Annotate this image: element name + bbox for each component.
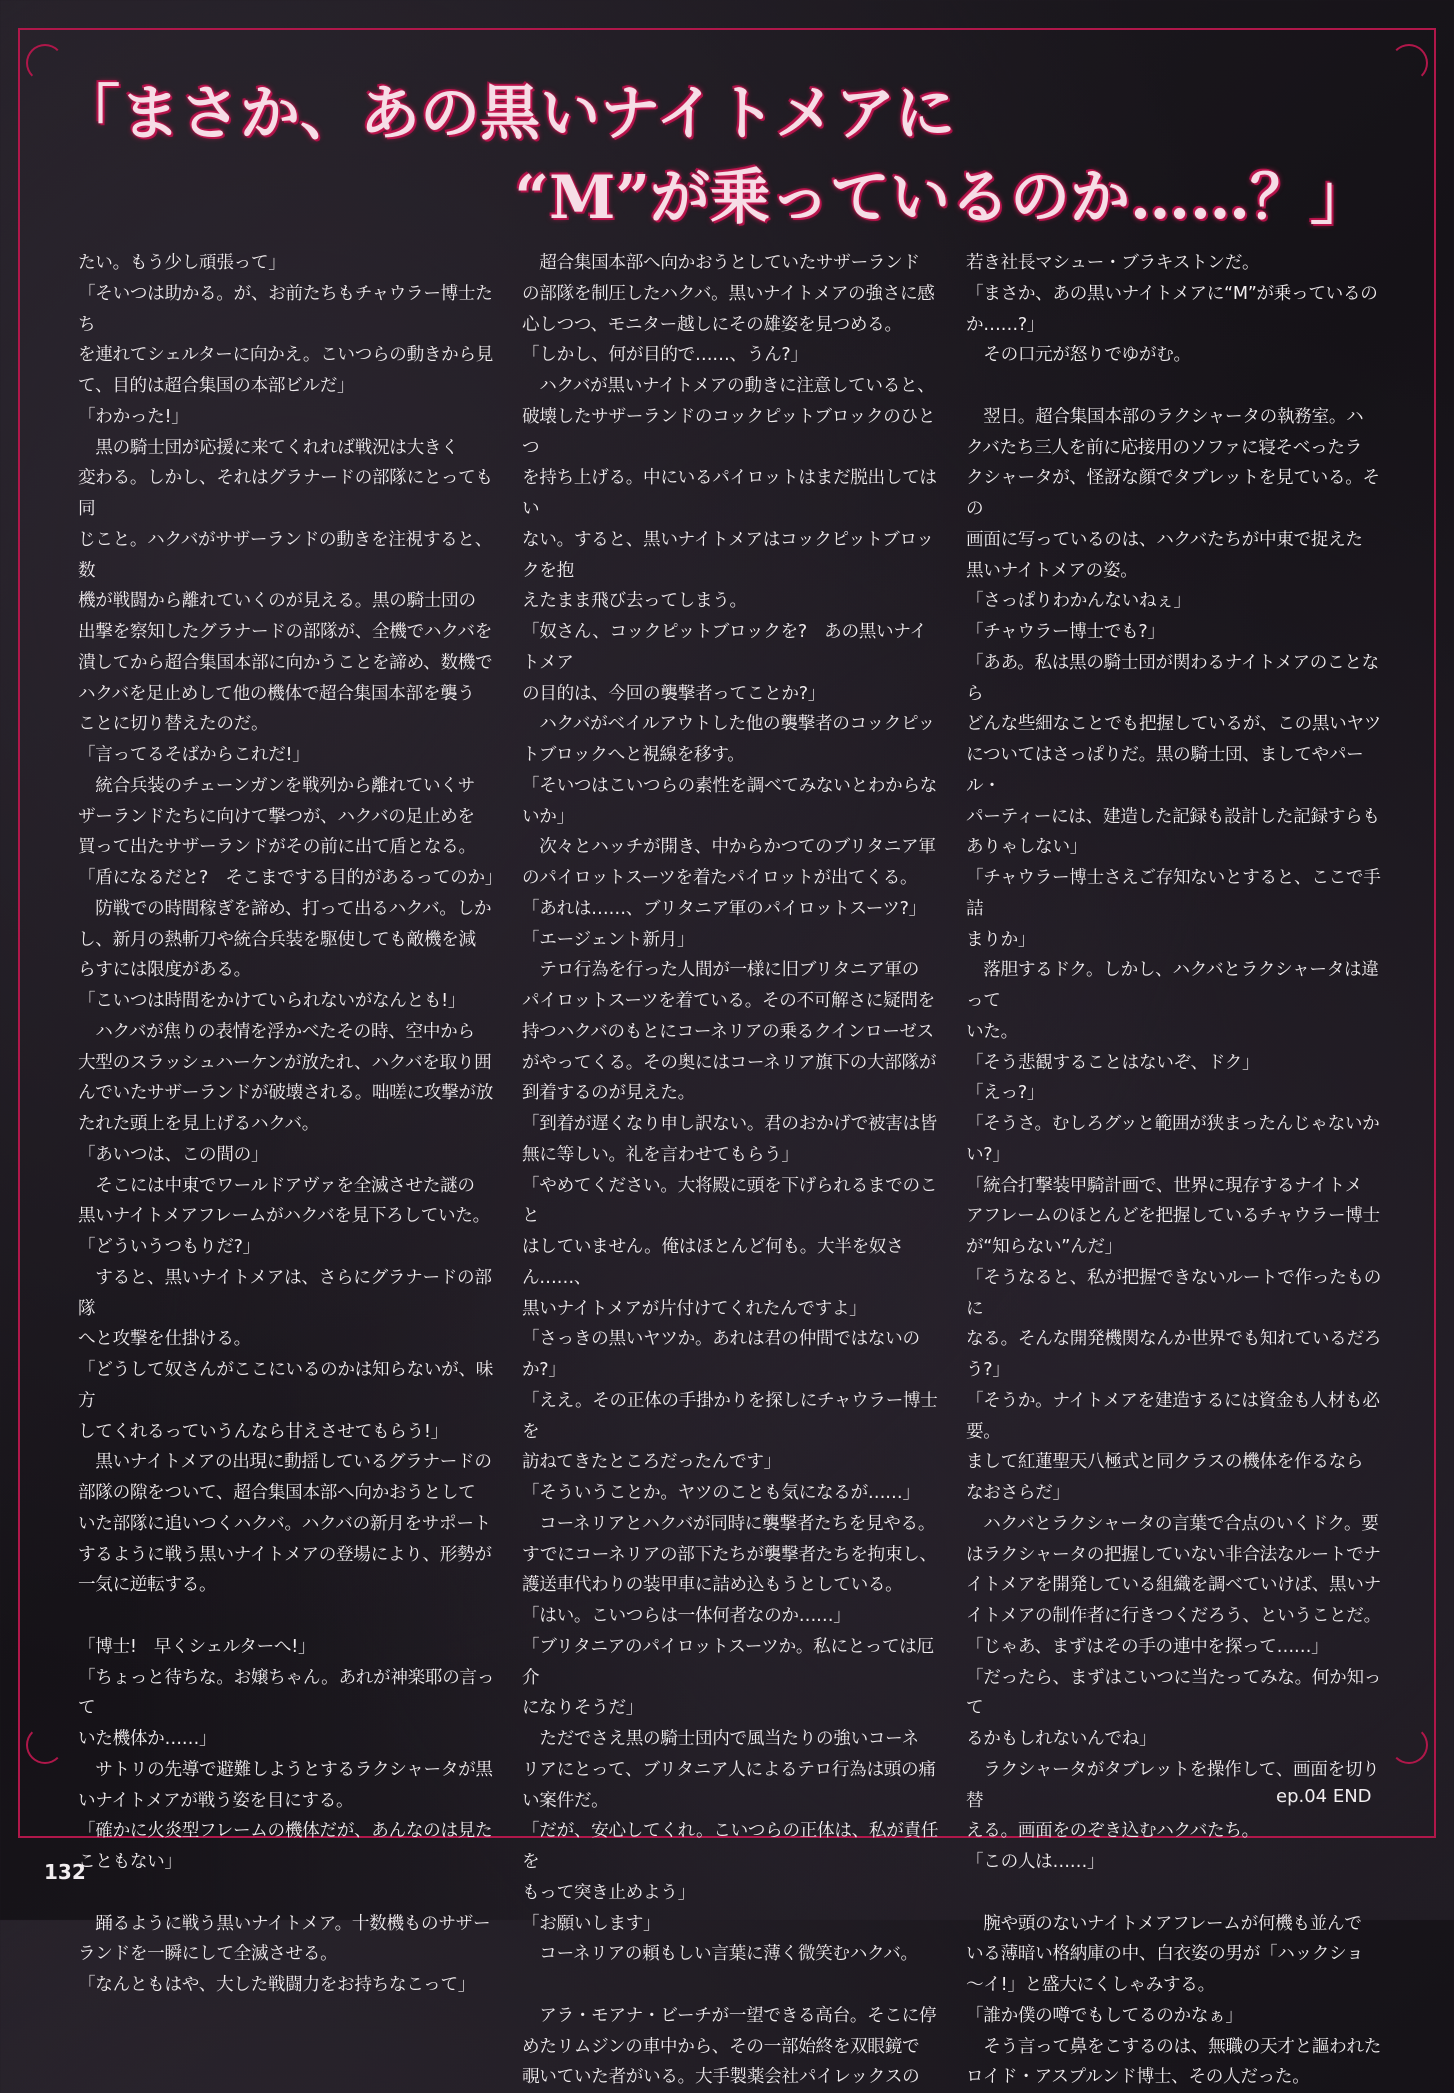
text-line: 〜イ!」と盛大にくしゃみする。 (966, 1975, 1215, 1995)
text-line: い案件だ。 (522, 1790, 609, 1811)
text-line: 「だったら、まずはこいつに当たってみな。何か知って (966, 1667, 1382, 1719)
text-line: 「まさか、あの黒いナイトメアに“M”が乗っているの (966, 283, 1378, 304)
text-line: 大型のスラッシュハーケンが放たれ、ハクバを取り囲 (78, 1052, 492, 1073)
text-line: クバたち三人を前に応接用のソファに寝そべったラ (966, 437, 1362, 458)
text-line: 「あれは……、ブリタニア軍のパイロットスーツ?」 (522, 898, 926, 919)
text-line: 防戦での時間稼ぎを諦め、打って出るハクバ。しか (78, 898, 492, 919)
text-line: になりそうだ」 (522, 1698, 644, 1719)
text-line: 「じゃあ、まずはその手の連中を探って……」 (966, 1636, 1329, 1657)
text-column-2 (522, 248, 942, 2093)
text-line: 落胆するドク。しかし、ハクバとラクシャータは違って (966, 960, 1379, 1011)
text-line: テロ行為を行った人間が一様に旧ブリタニア軍の (522, 960, 920, 981)
text-line: がやってくる。その奥にはコーネリア旗下の大部隊が (522, 1052, 937, 1073)
text-line: えたまま飛び去ってしまう。 (522, 591, 747, 612)
text-line: まりか」 (966, 929, 1036, 950)
text-line: いた機体か……」 (78, 1729, 217, 1749)
text-line: イトメアを開発している組織を調べていけば、黒いナ (966, 1575, 1381, 1596)
paragraph-gap (966, 1878, 1386, 1909)
text-line: 「到着が遅くなり申し訳ない。君のおかげで被害は皆 (522, 1114, 938, 1134)
corner-ornament (1390, 1726, 1428, 1764)
text-line: いた。 (966, 1021, 1018, 1042)
text-line: まして紅蓮聖天八極式と同クラスの機体を作るなら (966, 1452, 1364, 1473)
text-line: を持ち上げる。中にいるパイロットはまだ脱出してはい (522, 468, 937, 519)
text-line: 「わかった!」 (78, 406, 189, 427)
text-line: パーティーには、建造した記録も設計した記録すらも (966, 806, 1380, 827)
text-line: ありゃしない」 (966, 837, 1088, 858)
text-line: 「エージェント新月」 (522, 929, 695, 950)
text-line: 訪ねてきたところだったんです」 (522, 1452, 781, 1473)
text-line: コーネリアの頼もしい言葉に薄く微笑むハクバ。 (522, 1944, 918, 1965)
corner-ornament (26, 1726, 64, 1764)
text-line: 「お願いします」 (522, 1913, 661, 1934)
text-line: ハクバを足止めして他の機体で超合集国本部を襲う (78, 683, 475, 704)
text-line: るかもしれないんでね」 (966, 1729, 1157, 1749)
text-line: ザーランドたちに向けて撃つが、ハクバの足止めを (78, 806, 475, 827)
text-line: 次々とハッチが開き、中からかつてのブリタニア軍 (522, 837, 936, 858)
text-line: 「さっぱりわかんないねぇ」 (966, 591, 1191, 612)
text-line: へと攻撃を仕掛ける。 (78, 1329, 251, 1350)
text-line: 「こいつは時間をかけていられないがなんとも!」 (78, 991, 466, 1011)
text-line: はしていません。俺はほとんど何も。大半を奴さん……、 (522, 1237, 904, 1288)
text-line: 潰してから超合集国本部に向かうことを諦め、数機で (78, 652, 493, 673)
text-column-3 (966, 248, 1386, 2093)
text-line: なおさらだ」 (966, 1483, 1070, 1503)
text-line: 「そう悲観することはないぞ、ドク」 (966, 1052, 1260, 1073)
text-line: 「だが、安心してくれ。こいつらの正体は、私が責任を (522, 1821, 939, 1872)
episode-end-mark: ep.04 END (1276, 1786, 1372, 1807)
text-line: アフレームのほとんどを把握しているチャウラー博士 (966, 1206, 1380, 1227)
page-number: 132 (44, 1860, 86, 1884)
text-line: 到着するのが見えた。 (522, 1083, 695, 1104)
text-line: 若き社長マシュー・ブラキストンだ。 (966, 253, 1260, 273)
text-line: ハクバが焦りの表情を浮かべたその時、空中から (78, 1021, 475, 1042)
text-line: ランドを一瞬にして全滅させる。 (78, 1944, 338, 1965)
text-column-1 (78, 248, 503, 2001)
text-line: のパイロットスーツを着たパイロットが出てくる。 (522, 868, 918, 888)
text-line: たい。もう少し頑張って」 (78, 253, 286, 273)
text-line: 一気に逆転する。 (78, 1575, 217, 1596)
corner-ornament (1390, 44, 1428, 82)
text-line: についてはさっぱりだ。黒の騎士団、ましてやパール・ (966, 745, 1364, 796)
text-line: クシャータが、怪訝な顔でタブレットを見ている。その (966, 468, 1380, 519)
text-line: 「チャウラー博士さえご存知ないとすると、ここで手詰 (966, 868, 1381, 919)
text-line: 「やめてください。大将殿に頭を下げられるまでのこと (522, 1175, 938, 1227)
paragraph-gap (78, 1878, 498, 1909)
text-line: 機が戦闘から離れていくのが見える。黒の騎士団の (78, 591, 476, 612)
text-line: 「そいつはこいつらの素性を調べてみないとわからな (522, 775, 938, 796)
text-line: たれた頭上を見上げるハクバ。 (78, 1114, 320, 1134)
headline-line-2: “M”が乗っているのか……？」 (514, 163, 1370, 233)
text-line: すでにコーネリアの部下たちが襲撃者たちを拘束し、 (522, 1544, 937, 1565)
text-line: ない。すると、黒いナイトメアはコックピットブロックを抱 (522, 529, 934, 581)
text-line: 買って出たサザーランドがその前に出て盾となる。 (78, 837, 476, 858)
text-line: 「ちょっと待ちな。お嬢ちゃん。あれが神楽耶の言って (78, 1667, 495, 1719)
text-line: 黒の騎士団が応援に来てくれれば戦況は大きく (78, 437, 459, 458)
text-line: もって突き止めよう」 (522, 1882, 695, 1903)
text-line: はラクシャータの把握していない非合法なルートでナ (966, 1544, 1381, 1565)
text-line: いる薄暗い格納庫の中、白衣姿の男が「ハックショ (966, 1944, 1364, 1965)
text-line: 無に等しい。礼を言わせてもらう」 (522, 1144, 799, 1165)
text-line: いナイトメアが戦う姿を目にする。 (78, 1790, 354, 1811)
text-line: 腕や頭のないナイトメアフレームが何機も並んで (966, 1913, 1362, 1934)
text-line: 部隊の隙をついて、超合集国本部へ向かおうとして (78, 1483, 476, 1503)
text-line: 覗いていた者がいる。大手製薬会社パイレックスの (522, 2067, 920, 2088)
text-line: 出撃を察知したグラナードの部隊が、全機でハクバを (78, 622, 492, 642)
text-line: どんな些細なことでも把握しているが、この黒いヤツ (966, 714, 1382, 735)
corner-ornament (26, 44, 64, 82)
text-line: してくれるっていうんなら甘えさせてもらう!」 (78, 1421, 448, 1442)
text-line: その口元が怒りでゆがむ。 (966, 345, 1191, 366)
text-line: 「はい。こいつらは一体何者なのか……」 (522, 1606, 851, 1626)
text-line: 「確かに火炎型フレームの機体だが、あんなのは見た (78, 1821, 493, 1842)
headline-line-1: 「まさか、あの黒いナイトメアに (60, 79, 956, 149)
paragraph-gap (966, 371, 1386, 402)
text-line: 「そうか。ナイトメアを建造するには資金も人材も必要。 (966, 1390, 1380, 1442)
text-line: し、新月の熱斬刀や統合兵装を駆使しても敵機を減 (78, 929, 476, 950)
text-line: 黒いナイトメアフレームがハクバを見下ろしていた。 (78, 1206, 490, 1227)
text-line: 「あいつは、この間の」 (78, 1144, 269, 1165)
text-line: 「盾になるだと? そこまでする目的があるってのか」 (78, 868, 503, 888)
text-line: ハクバとラクシャータの言葉で合点のいくドク。要 (966, 1513, 1379, 1534)
text-line: 「誰か僕の噂でもしてるのかなぁ」 (966, 2005, 1243, 2026)
text-line: 「そういうことか。ヤツのことも気になるが……」 (522, 1483, 920, 1503)
text-line: 「なんともはや、大した戦闘力をお持ちなこって」 (78, 1975, 476, 1995)
text-line: 超合集国本部へ向かおうとしていたサザーランド (522, 253, 920, 273)
text-line: するように戦う黒いナイトメアの登場により、形勢が (78, 1544, 492, 1565)
text-line: 統合兵装のチェーンガンを戦列から離れていくサ (78, 775, 475, 796)
text-line: 「どういうつもりだ?」 (78, 1237, 260, 1257)
text-line: 「さっきの黒いヤツか。あれは君の仲間ではないの (522, 1329, 920, 1350)
text-line: トブロックへと視線を移す。 (522, 745, 745, 765)
text-line: ただでさえ黒の騎士団内で風当たりの強いコーネ (522, 1729, 919, 1749)
text-line: 護送車代わりの装甲車に詰め込もうとしている。 (522, 1575, 903, 1596)
text-line: 「ブリタニアのパイロットスーツか。私にとっては厄介 (522, 1636, 934, 1688)
text-line: イトメアの制作者に行きつくだろう、ということだ。 (966, 1606, 1381, 1626)
text-line: が“知らない”んだ」 (966, 1237, 1122, 1257)
text-line: ことに切り替えたのだ。 (78, 714, 269, 735)
text-line: じこと。ハクバがサザーランドの動きを注視すると、数 (78, 529, 492, 581)
text-line: ハクバがベイルアウトした他の襲撃者のコックピッ (522, 714, 935, 735)
text-line: か?」 (522, 1360, 566, 1380)
text-line: らすには限度がある。 (78, 960, 251, 981)
text-line: いた部隊に追いつくハクバ。ハクバの新月をサポート (78, 1513, 491, 1534)
text-line: て、目的は超合集国の本部ビルだ」 (78, 376, 355, 396)
text-line: 黒いナイトメアの出現に動揺しているグラナードの (78, 1452, 492, 1473)
text-line: う?」 (966, 1360, 1010, 1380)
text-line: いか」 (522, 806, 574, 827)
paragraph-gap (522, 1970, 942, 2001)
text-line: 黒いナイトメアが片付けてくれたんですよ」 (522, 1298, 867, 1319)
text-line: 変わる。しかし、それはグラナードの部隊にとっても同 (78, 468, 493, 519)
text-line: そう言って鼻をこするのは、無職の天才と謳われた (966, 2036, 1382, 2057)
text-line: そこには中東でワールドアヴァを全滅させた謎の (78, 1175, 475, 1196)
text-line: の部隊を制圧したハクバ。黒いナイトメアの強さに感 (522, 283, 935, 304)
text-line: 「どうして奴さんがここにいるのかは知らないが、味方 (78, 1360, 494, 1411)
text-line: 画面に写っているのは、ハクバたちが中東で捉えた (966, 529, 1363, 550)
text-line: パイロットスーツを着ている。その不可解さに疑問を (522, 991, 935, 1011)
text-line: 心しつつ、モニター越しにその雄姿を見つめる。 (522, 314, 902, 335)
text-line: ラクシャータがタブレットを操作して、画面を切り替 (966, 1759, 1380, 1811)
text-line: 「そうさ。むしろグッと範囲が狭まったんじゃないかい?」 (966, 1114, 1380, 1165)
text-line: 踊るように戦う黒いナイトメア。十数機ものサザー (78, 1913, 491, 1934)
text-line: 持つハクバのもとにコーネリアの乗るクインローゼス (522, 1021, 934, 1042)
text-line: コーネリアとハクバが同時に襲撃者たちを見やる。 (522, 1513, 936, 1534)
text-line: 「言ってるそばからこれだ!」 (78, 745, 310, 765)
text-line: 「この人は……」 (966, 1852, 1105, 1872)
text-line: 「統合打撃装甲騎計画で、世界に現存するナイトメ (966, 1175, 1362, 1196)
text-line: か……?」 (966, 314, 1045, 335)
text-line: 黒いナイトメアの姿。 (966, 560, 1138, 581)
text-line: 「ええ。その正体の手掛かりを探しにチャウラー博士を (522, 1390, 938, 1442)
text-line: ハクバが黒いナイトメアの動きに注意していると、 (522, 376, 935, 396)
text-line: サトリの先導で避難しようとするラクシャータが黒 (78, 1759, 493, 1780)
text-line: すると、黒いナイトメアは、さらにグラナードの部隊 (78, 1267, 492, 1319)
text-line: 破壊したサザーランドのコックピットブロックのひとつ (522, 406, 936, 458)
text-line: んでいたサザーランドが破壊される。咄嗟に攻撃が放 (78, 1083, 494, 1104)
text-line: アラ・モアナ・ビーチが一望できる高台。そこに停 (522, 2005, 937, 2026)
text-line: 「博士! 早くシェルターへ!」 (78, 1636, 316, 1657)
text-line: めたリムジンの車中から、その一部始終を双眼鏡で (522, 2036, 920, 2057)
text-line: 「奴さん、コックピットブロックを? あの黒いナイトメア (522, 622, 927, 673)
text-line: 「しかし、何が目的で……、うん?」 (522, 345, 808, 366)
text-line: 「ああ。私は黒の騎士団が関わるナイトメアのことなら (966, 652, 1379, 704)
text-line: こともない」 (78, 1852, 182, 1872)
text-line: の目的は、今回の襲撃者ってことか?」 (522, 683, 826, 704)
text-line: 「そいつは助かる。が、お前たちもチャウラー博士たち (78, 283, 493, 335)
text-line: リアにとって、ブリタニア人によるテロ行為は頭の痛 (522, 1759, 936, 1780)
text-line: える。画面をのぞき込むハクバたち。 (966, 1821, 1259, 1842)
paragraph-gap (78, 1601, 498, 1632)
text-line: 「チャウラー博士でも?」 (966, 622, 1165, 642)
headline (60, 72, 1390, 240)
text-line: ロイド・アスプルンド博士、その人だった。 (966, 2067, 1310, 2088)
text-line: を連れてシェルターに向かえ。こいつらの動きから見 (78, 345, 494, 366)
text-line: 「そうなると、私が把握できないルートで作ったものに (966, 1267, 1382, 1319)
text-line: 「えっ?」 (966, 1083, 1045, 1104)
text-line: なる。そんな開発機関なんか世界でも知れているだろ (966, 1329, 1382, 1350)
text-line: 翌日。超合集国本部のラクシャータの執務室。ハ (966, 406, 1364, 427)
